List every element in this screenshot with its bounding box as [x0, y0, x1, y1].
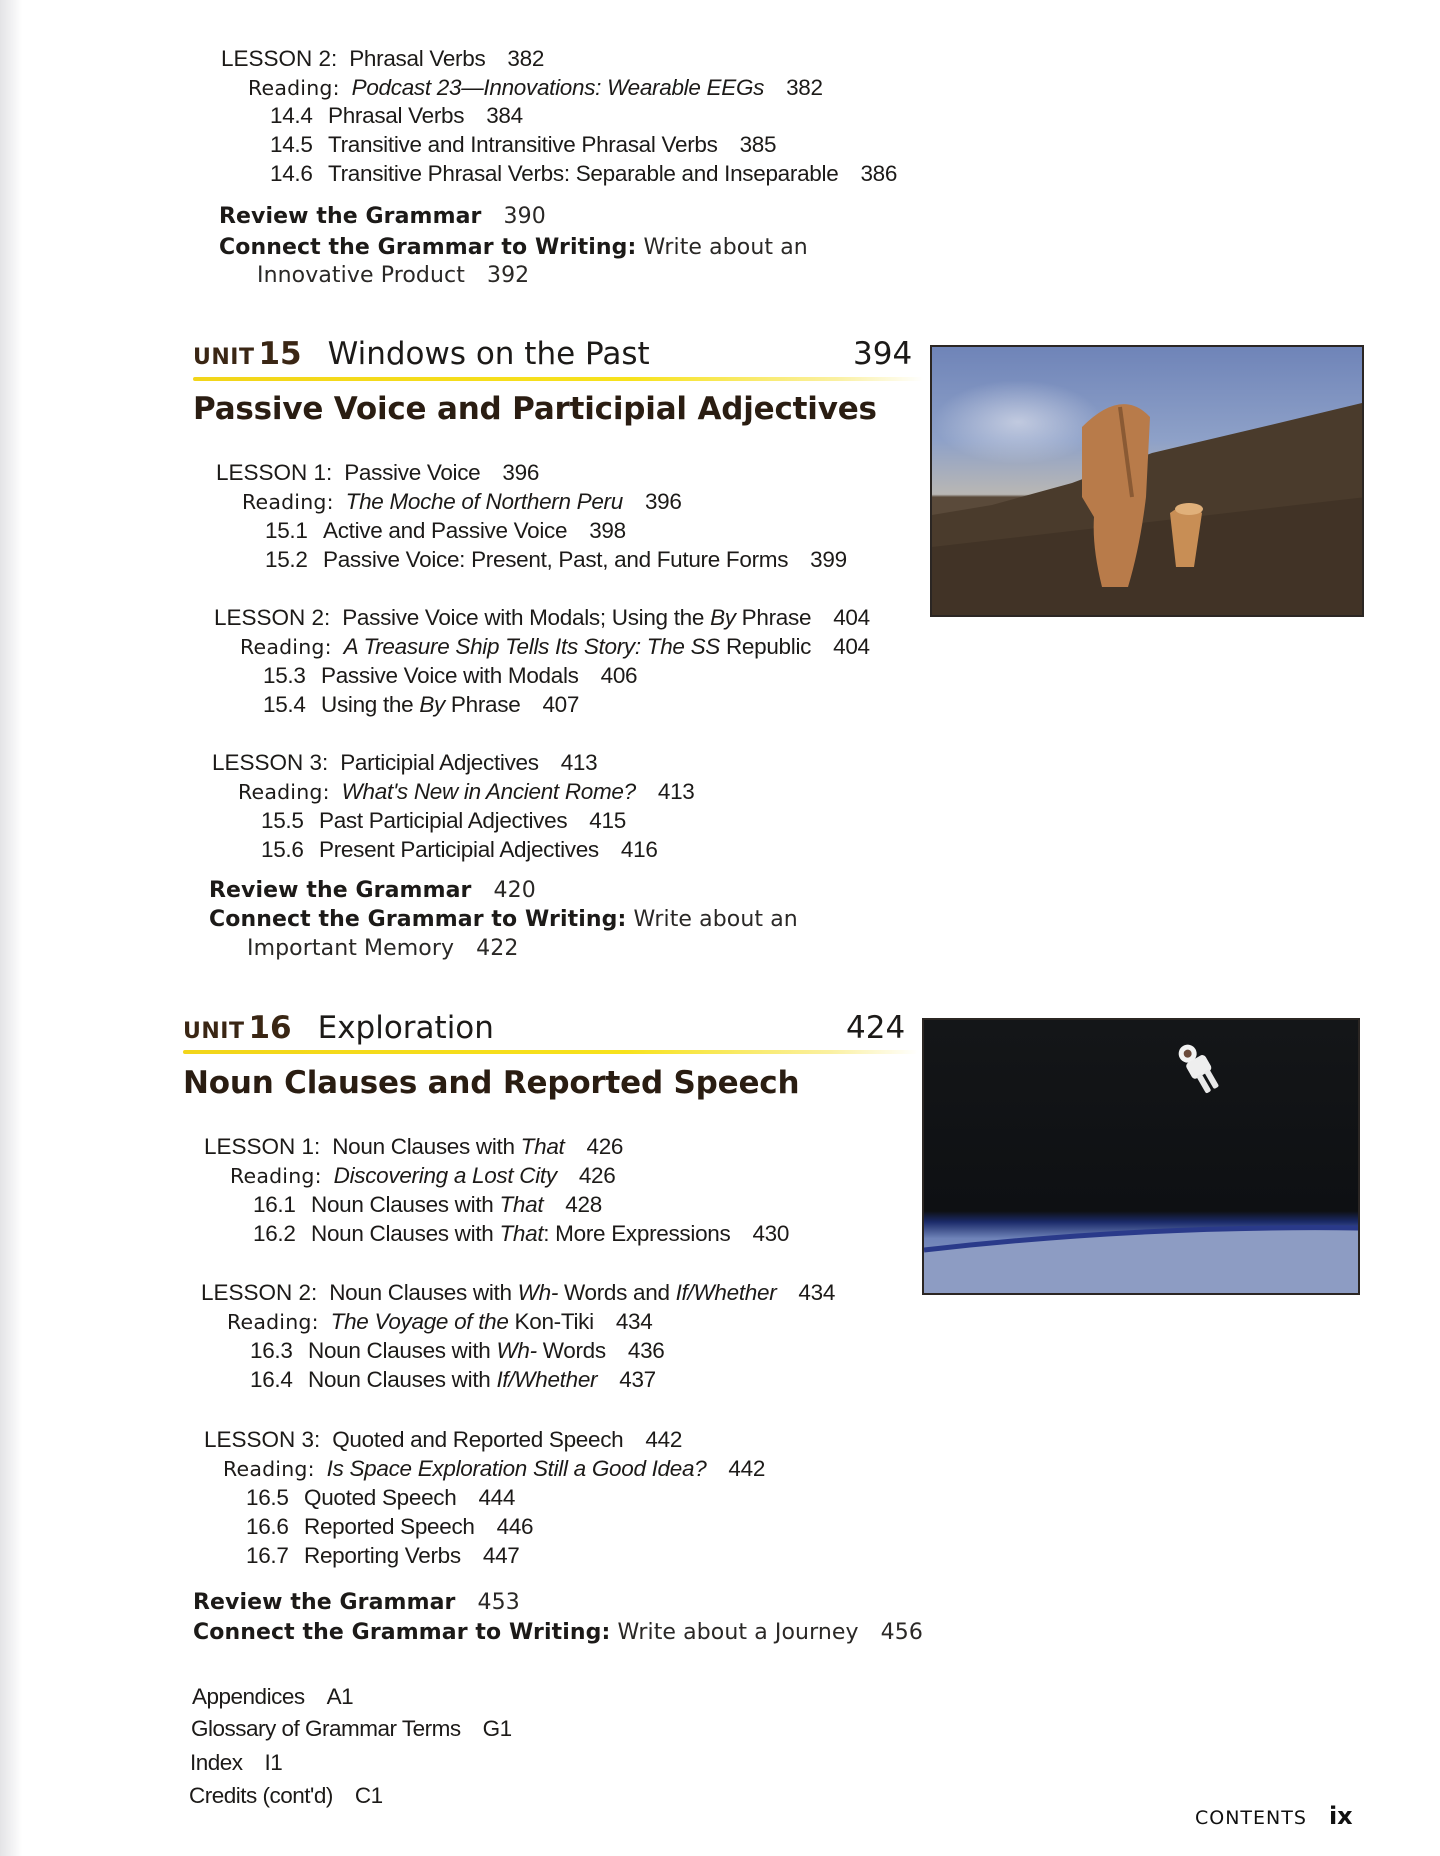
- astronaut-illustration: [924, 1020, 1360, 1295]
- toc-review-16[interactable]: Review the Grammar 453: [193, 1590, 520, 1615]
- toc-reading-16-2[interactable]: Reading: The Voyage of the Kon-Tiki 434: [227, 1309, 653, 1334]
- toc-section-15-4[interactable]: 15.4 Using the By Phrase 407: [263, 692, 580, 717]
- toc-section-16-2[interactable]: 16.2 Noun Clauses with That: More Expressions 430: [253, 1221, 790, 1246]
- toc-section-15-2[interactable]: 15.2 Passive Voice: Present, Past, and Future Forms 399: [265, 547, 847, 572]
- toc-review-15[interactable]: Review the Grammar 420: [209, 878, 536, 903]
- toc-lesson-16-2[interactable]: LESSON 2: Noun Clauses with Wh- Words and If/Whether 434: [201, 1280, 836, 1305]
- toc-lesson-15-2[interactable]: LESSON 2: Passive Voice with Modals; Using the By Phrase 404: [214, 605, 870, 630]
- toc-section-15-6[interactable]: 15.6 Present Participial Adjectives 416: [261, 837, 658, 862]
- toc-glossary[interactable]: Glossary of Grammar Terms G1: [191, 1716, 512, 1741]
- toc-section-16-4[interactable]: 16.4 Noun Clauses with If/Whether 437: [250, 1367, 656, 1392]
- toc-section-14-4[interactable]: 14.4 Phrasal Verbs 384: [270, 103, 523, 128]
- toc-reading-15-1[interactable]: Reading: The Moche of Northern Peru 396: [242, 489, 682, 514]
- toc-connect-14[interactable]: Connect the Grammar to Writing: Write about an: [219, 235, 808, 260]
- page-footer: CONTENTS ix: [1195, 1802, 1353, 1830]
- toc-reading-15-3[interactable]: Reading: What's New in Ancient Rome? 413: [238, 779, 695, 804]
- toc-lesson-14-2[interactable]: LESSON 2: Phrasal Verbs 382: [221, 46, 545, 71]
- toc-reading-16-3[interactable]: Reading: Is Space Exploration Still a Good Idea? 442: [223, 1456, 766, 1481]
- unit-15-yellow-rule: [193, 377, 923, 381]
- toc-connect-15-cont[interactable]: Important Memory 422: [247, 936, 519, 961]
- unit-16-subtitle: Noun Clauses and Reported Speech: [183, 1065, 800, 1101]
- unit-16-header[interactable]: UNIT 16 Exploration: [183, 1010, 494, 1046]
- toc-appendices[interactable]: Appendices A1: [192, 1684, 354, 1709]
- toc-reading-16-1[interactable]: Reading: Discovering a Lost City 426: [230, 1163, 616, 1188]
- unit-15-photo: [930, 345, 1364, 617]
- toc-section-15-5[interactable]: 15.5 Past Participial Adjectives 415: [261, 808, 626, 833]
- toc-section-16-5[interactable]: 16.5 Quoted Speech 444: [246, 1485, 516, 1510]
- page-edge-shadow: [0, 0, 22, 1856]
- toc-section-16-1[interactable]: 16.1 Noun Clauses with That 428: [253, 1192, 602, 1217]
- toc-section-15-3[interactable]: 15.3 Passive Voice with Modals 406: [263, 663, 638, 688]
- unit-15-page: 394: [853, 336, 913, 372]
- toc-section-16-7[interactable]: 16.7 Reporting Verbs 447: [246, 1543, 520, 1568]
- toc-section-14-5[interactable]: 14.5 Transitive and Intransitive Phrasal Verbs 385: [270, 132, 777, 157]
- toc-lesson-16-3[interactable]: LESSON 3: Quoted and Reported Speech 442: [204, 1427, 683, 1452]
- toc-section-16-3[interactable]: 16.3 Noun Clauses with Wh- Words 436: [250, 1338, 665, 1363]
- unit-16-yellow-rule: [183, 1050, 918, 1054]
- toc-lesson-16-1[interactable]: LESSON 1: Noun Clauses with That 426: [204, 1134, 624, 1159]
- toc-connect-14-cont[interactable]: Innovative Product 392: [257, 263, 530, 288]
- unit-15-header[interactable]: UNIT 15 Windows on the Past: [193, 336, 650, 372]
- toc-index[interactable]: Index I1: [190, 1750, 283, 1775]
- toc-section-14-6[interactable]: 14.6 Transitive Phrasal Verbs: Separable and Inseparable 386: [270, 161, 898, 186]
- toc-reading-15-2[interactable]: Reading: A Treasure Ship Tells Its Story: The SS Republic 404: [240, 634, 870, 659]
- unit-15-subtitle: Passive Voice and Participial Adjectives: [193, 391, 877, 427]
- unit-16-photo: [922, 1018, 1360, 1295]
- toc-lesson-15-1[interactable]: LESSON 1: Passive Voice 396: [216, 460, 540, 485]
- toc-credits[interactable]: Credits (cont'd) C1: [189, 1783, 383, 1808]
- unit-16-page: 424: [846, 1010, 906, 1046]
- toc-section-16-6[interactable]: 16.6 Reported Speech 446: [246, 1514, 534, 1539]
- moai-illustration: [932, 347, 1364, 617]
- toc-lesson-15-3[interactable]: LESSON 3: Participial Adjectives 413: [212, 750, 598, 775]
- toc-reading-14-2[interactable]: Reading: Podcast 23—Innovations: Wearable EEGs 382: [248, 75, 823, 100]
- toc-section-15-1[interactable]: 15.1 Active and Passive Voice 398: [265, 518, 626, 543]
- toc-connect-16[interactable]: Connect the Grammar to Writing: Write about a Journey 456: [193, 1620, 923, 1645]
- toc-connect-15[interactable]: Connect the Grammar to Writing: Write about an: [209, 907, 798, 932]
- toc-review-14[interactable]: Review the Grammar 390: [219, 204, 546, 229]
